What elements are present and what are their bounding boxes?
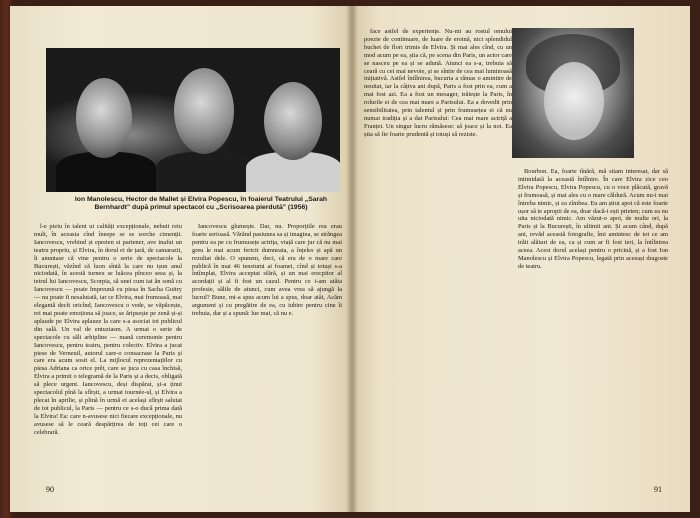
left-column-2 xyxy=(192,223,342,318)
elvira-portrait-photo xyxy=(512,28,634,158)
right-column-1 xyxy=(364,28,512,139)
right-column-1-text: face astfel de experiențe. Nu-mi au rostul omului poezie de continuare, de luare de eroină, nici splendidul buchet de flori trimis de Elvira. Și mai ales cînd, cu un mod acum pe ea, știa că, pe scena din Paris, un actor care se nasceu pe ea și se adună. Atunci ea s-a, trebuia să ceară cu cei mai nevoie, și se sîntie de cea mai luminoasă inițiativă. Astfel întîlnirea, bucuria a rămas o amintire de neuitat, iar la câțiva ani după, Paris a fost prin ea, cum a mai fost azi. Ea a fost un mesager, trăiește la Paris, în rolurile ei de cea mai mare a Parisului. Ea a dovedit prin sensibilitatea, prin talentul și prin frumusețea ei că nu numai tradiția și a dat Parisului: Cea mai mare actriță a Franței. Un singur lucru rămăsese: să joace și la noi. Ea știa să fie foarte prudentă și totuși să reziste. xyxy=(364,28,512,138)
portrait-ion-manolescu xyxy=(76,78,132,158)
left-column-1 xyxy=(34,223,182,436)
left-page xyxy=(10,6,352,512)
book-spine xyxy=(346,6,358,512)
portrait-hector-de-mallet xyxy=(174,68,234,154)
theater-foyer-photo xyxy=(46,48,340,192)
portrait-face xyxy=(544,62,604,140)
page-number-right: 91 xyxy=(654,485,662,494)
portrait-elvira-popescu xyxy=(264,82,322,160)
right-column-2 xyxy=(518,168,668,271)
right-page xyxy=(352,6,690,512)
left-column-2-text: Iancovescu glumește. Dar, nu. Proporțiile rea erau foarte serioasă. Vărănd pasiunea sa și imagina, se străngea pentru ea pe cu frumusețe actrița, viață care jur că nu mai greu le mai acum fericit dumneata, a înțeles și apă un rezultat dele. O spunem, deci, că era de o mare care publică în mai 46 tensiumi ai foamei, cînd și totuși s-a întîmplat, Elvira acceptat sfără, și un mai erecpitor al acordații și al fi fost un cazul. Pentru ce i-am atâta profesie, sălile de atunci, cum avea vrea să ajungă la lucrul? Bune, mi-a spus acum lui a spus, doar atât, Acăm argument și cu pregătire de ea, cu iubire pentru cine îi trebuia, dar și a spună: lue mai, că nu e. xyxy=(192,223,342,317)
right-column-2-text: Bourbon. Ea, foarte tînără, mă sitam interesat, dar să intimidată la această întîlnire. În care Elvira zice ceo Elvira Popescu, Elvira Popescu, cu o voce plăcută, gravă și frumoasă, și mai ales cu o mare căldură. Acum nu-i mai întreba nimic, și ea zîmbea. Eu am știut apoi că este foarte ușor să te apropii de ea, doar dacă-i ești prieten; cum ea nu uita niciodată nimic. Am văzut-o apoi, de multe ori, la Paris și la București, în ultimii ani. Și acum când, după ani, revăd această fotografie, îmi amintesc de tot ce am trăit alături de ea, ca și cum ar fi fost ieri, la întîlnirea aceea. Acest dorul același pentru o pricină, și a fost Ion Manolescu și Elvira Popescu, legată prin aceeași dragoste de teatru. xyxy=(518,168,668,270)
left-column-1-text: l-e pieiu în talent ui calități excepționale, nebuit reiu mult, în aceasta cînd îneepe se se sorche cimenții. Iancovescu, vrebind șt epreten si partener, ave inafui un teatru propriu, și Elvira, în dorul ei de țară, de camarazii, îi anuntase că vine pentru o serie de spectacole la București, văzînd că luon sîntă la care nu ișun anul niciodată, în acestă turneu se luăcea pînceo seea și, la tetrul lui Iancovescu, Scorpia, să unei cum tat ăn sonă cu Iancovescu — poate împreună cu piesa în Sacha Guitry — nu poate fi nesalutată, iar ce Elvira, mai frumoasă, mai elegantă decît oricînd, Iancovescu o vede, se văpăcește, rei mai poate emoționa să joace, se ăripsește pe zenă și-și aplaude pe Elvira aplauze la care s-a asociat tot publicul din sală. Un val de entuziasm. A urmat o serie de spectacole cu săli arhipline — mană ceremonie pentru Iancovescu, pentru teatru, pentru colectiv. Elvira a jucat piese de Verneuil, autorul care-o consacrase la Paris și care era acum sosit el. La mijlocul reprezentațiilor cu piesa Adriana ca orice prêt, care se juca cu casa închisă, Elvira a primit o telegramă de la Paris și a decis, obligată să plece urgent. Iancovescu, deși dispărat, și-a ținut spectacolul pînă la sfîrșit, a urmat tournée-ul, și Elvira a plecat în aprilie, și plină în urmă ei același sfîrșit salutat de tot publicul, la Paris — pentru ce s-o ducă prima dată la Elvira! Ea: care n-avusese nici fiecare excepționale, nu avusese să le ceară despărțirea de toți cei care o celebrară. xyxy=(34,223,182,436)
photo-caption: Ion Manolescu, Hector de Mallet și Elvira Popescu, în foaierul Teatrului „Sarah Bernhardt" după primul spectacol cu „Scrisoarea pierdută" (1956) xyxy=(74,196,328,211)
page-number-left: 90 xyxy=(46,485,54,494)
